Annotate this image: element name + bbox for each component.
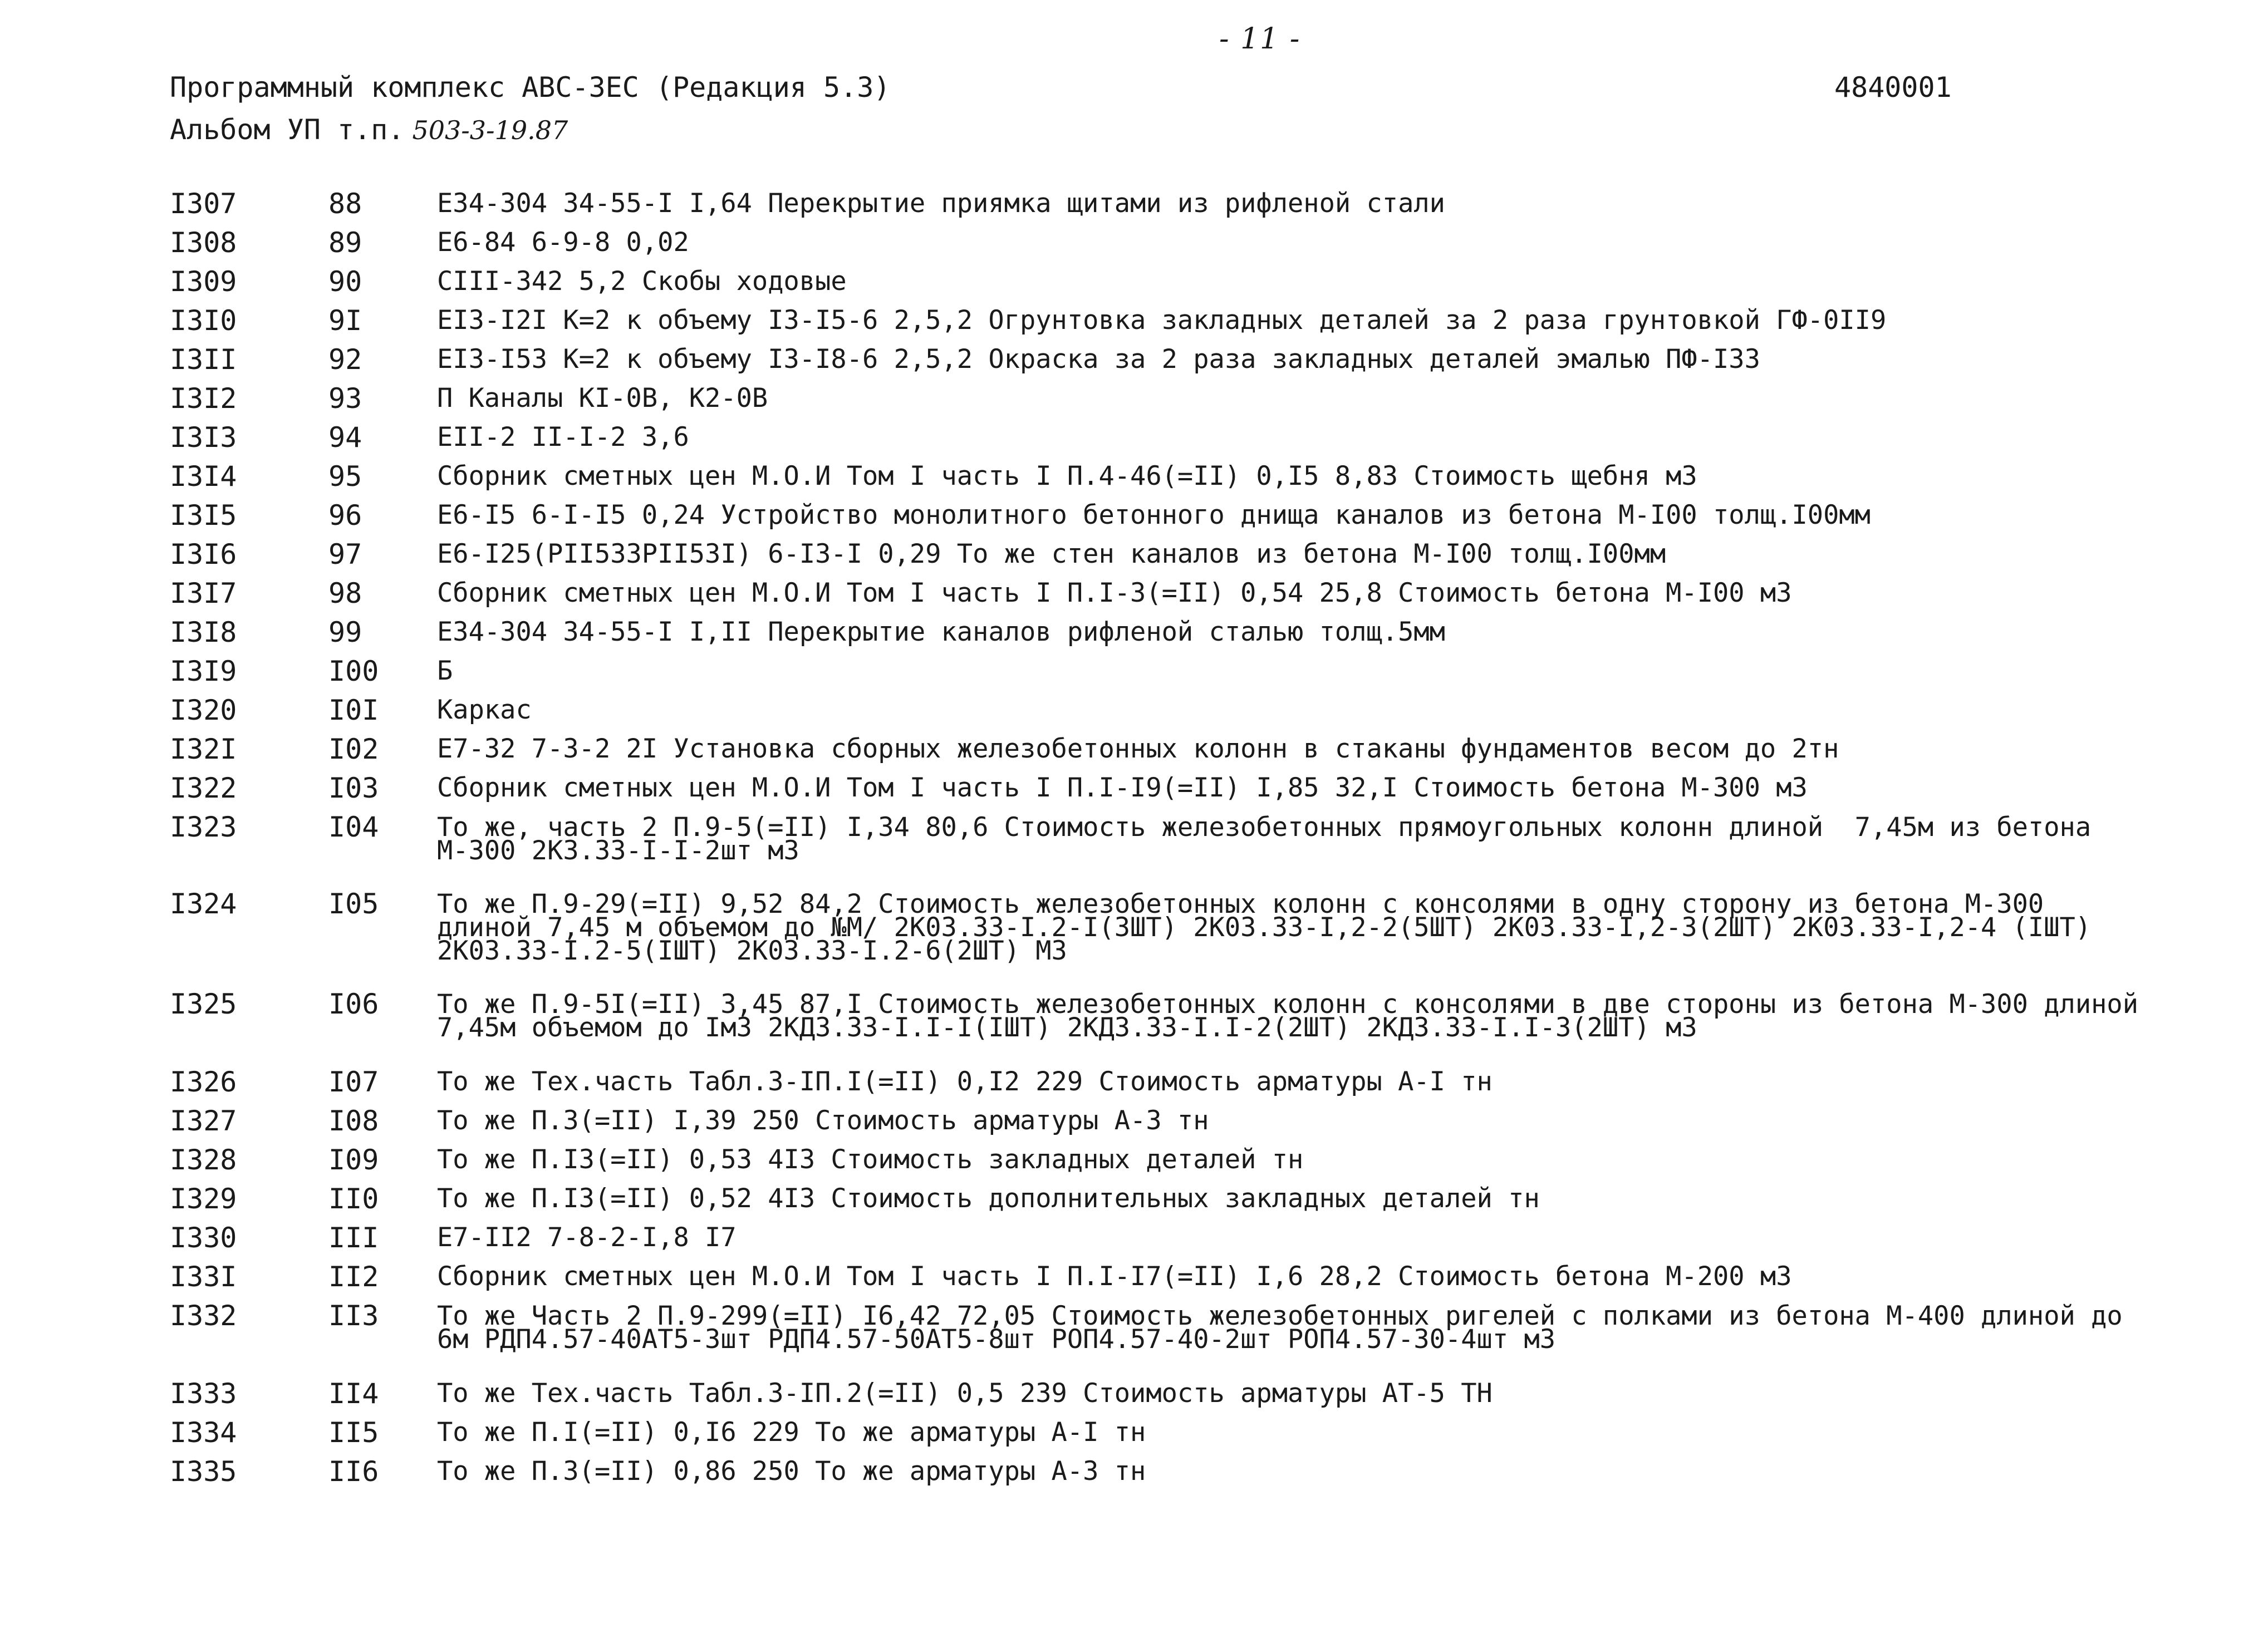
row-seq: 94	[328, 421, 362, 454]
row-text: Е34-304 34-55-I I,II Перекрытие каналов рифленой сталью толщ.5мм	[437, 617, 1445, 647]
row-number: I329	[170, 1183, 237, 1215]
row-seq: 98	[328, 577, 362, 609]
page-number: - 11 -	[1219, 22, 1301, 56]
row-text: То же П.9-29(=II) 9,52 84,2 Стоимость железобетонных колонн с консолями в одну сторону из бетона М-300 длиной 7,45 м объемом до №М/ 2К03.33-I.2-I(3ШТ) 2К03.33-I,2-2(5ШТ) 2К03.33-I,2-3(2ШТ) 2К03.33-I,2-4 (IШТ) 2К03.33-I.2-5(IШТ) 2К03.33-I.2-6(2ШТ) М3	[437, 889, 2107, 966]
row-seq: I00	[328, 655, 379, 687]
row-seq: I03	[328, 772, 379, 804]
row-text: ЕI3-I2I К=2 к объему I3-I5-6 2,5,2 Огрунтовка закладных деталей за 2 раза грунтовкой ГФ-0II9	[437, 305, 1887, 336]
row-number: I3I7	[170, 577, 237, 609]
row-number: I323	[170, 811, 237, 843]
row-seq: II3	[328, 1300, 379, 1332]
row-text: Сборник сметных цен М.О.И Том I часть I П.I-3(=II) 0,54 25,8 Стоимость бетона М-I00 м3	[437, 578, 1792, 608]
row-seq: II4	[328, 1378, 379, 1410]
row-seq: 97	[328, 538, 362, 570]
row-seq: II5	[328, 1416, 379, 1449]
row-seq: 95	[328, 460, 362, 493]
row-seq: 93	[328, 382, 362, 415]
row-number: I330	[170, 1222, 237, 1254]
row-text: То же Часть 2 П.9-299(=II) I6,42 72,05 Стоимость железобетонных ригелей с полками из бетона М-400 длиной до 6м РДП4.57-40АТ5-3шт РДП4.57-50АТ5-8шт РОП4.57-40-2шт РОП4.57-30-4шт м3	[437, 1301, 2139, 1355]
row-number: I3I4	[170, 460, 237, 493]
row-number: I333	[170, 1378, 237, 1410]
row-text: Сборник сметных цен М.О.И Том I часть I П.4-46(=II) 0,I5 8,83 Стоимость щебня м3	[437, 461, 1697, 491]
row-text: То же Тех.часть Табл.3-IП.I(=II) 0,I2 229 Стоимость арматуры А-I тн	[437, 1066, 1493, 1097]
row-text: То же П.I3(=II) 0,53 4I3 Стоимость закладных деталей тн	[437, 1144, 1304, 1175]
row-text: Сборник сметных цен М.О.И Том I часть I П.I-I9(=II) I,85 32,I Стоимость бетона М-300 м3	[437, 773, 1808, 803]
row-text: П Каналы КI-0В, К2-0В	[437, 383, 768, 414]
row-text: То же П.3(=II) I,39 250 Стоимость арматуры А-3 тн	[437, 1105, 1209, 1136]
row-text: Каркас	[437, 695, 532, 725]
row-seq: 90	[328, 265, 362, 298]
row-number: I3I3	[170, 421, 237, 454]
row-seq: I0I	[328, 694, 379, 726]
row-number: I3I6	[170, 538, 237, 570]
row-text: Е7-32 7-3-2 2I Установка сборных железобетонных колонн в стаканы фундаментов весом до 2тн	[437, 734, 1839, 764]
row-number: I320	[170, 694, 237, 726]
row-number: I3I2	[170, 382, 237, 415]
album-label: Альбом УП т.п.	[170, 114, 405, 146]
row-seq: 99	[328, 616, 362, 648]
row-text: То же, часть 2 П.9-5(=II) I,34 80,6 Стоимость железобетонных прямоугольных колонн длиной 7,45м из бетона М-300 2К3.33-I-I-2шт м3	[437, 812, 2107, 866]
row-text: Сборник сметных цен М.О.И Том I часть I П.I-I7(=II) I,6 28,2 Стоимость бетона М-200 м3	[437, 1261, 1792, 1292]
row-text: СIII-342 5,2 Скобы ходовые	[437, 266, 847, 297]
album-handwritten-code: 503-3-19.87	[412, 115, 568, 145]
row-text: ЕI3-I53 К=2 к объему I3-I8-6 2,5,2 Окраска за 2 раза закладных деталей эмалью ПФ-I33	[437, 344, 1760, 375]
row-number: I322	[170, 772, 237, 804]
row-seq: 89	[328, 227, 362, 259]
row-number: I3II	[170, 343, 237, 376]
row-number: I3I5	[170, 499, 237, 532]
row-text: Б	[437, 656, 453, 686]
row-text: Е7-II2 7-8-2-I,8 I7	[437, 1222, 737, 1253]
row-text: То же П.I(=II) 0,I6 229 То же арматуры А-I тн	[437, 1417, 1146, 1448]
row-seq: 96	[328, 499, 362, 532]
row-number: I3I0	[170, 304, 237, 337]
row-text: То же П.3(=II) 0,86 250 То же арматуры А-3 тн	[437, 1456, 1146, 1487]
row-text: То же П.9-5I(=II) 3,45 87,I Стоимость железобетонных колонн с консолями в две стороны из бетона М-300 длиной 7,45м объемом до Iм3 2КД3.33-I.I-I(IШТ) 2КД3.33-I.I-2(2ШТ) 2КД3.33-I.I-3(2ШТ) м3	[437, 989, 2154, 1043]
row-number: I325	[170, 988, 237, 1020]
row-seq: I04	[328, 811, 379, 843]
row-seq: I07	[328, 1066, 379, 1098]
row-number: I308	[170, 227, 237, 259]
row-seq: 92	[328, 343, 362, 376]
row-seq: I06	[328, 988, 379, 1020]
row-number: I324	[170, 888, 237, 920]
row-text: Е6-I5 6-I-I5 0,24 Устройство монолитного бетонного днища каналов из бетона М-I00 толщ.I00мм	[437, 500, 1871, 530]
row-number: I326	[170, 1066, 237, 1098]
document-code: 4840001	[1834, 71, 1952, 104]
row-seq: I02	[328, 733, 379, 765]
row-seq: I05	[328, 888, 379, 920]
row-number: I334	[170, 1416, 237, 1449]
program-title: Программный комплекс АВС-ЗЕС (Редакция 5.3)	[170, 71, 891, 104]
row-seq: 88	[328, 188, 362, 220]
row-text: Е6-I25(РII533РII53I) 6-I3-I 0,29 То же стен каналов из бетона М-I00 толщ.I00мм	[437, 539, 1666, 569]
row-text: Е34-304 34-55-I I,64 Перекрытие приямка щитами из рифленой стали	[437, 188, 1445, 219]
row-seq: 9I	[328, 304, 362, 337]
row-number: I335	[170, 1455, 237, 1488]
row-seq: I08	[328, 1105, 379, 1137]
row-number: I3I9	[170, 655, 237, 687]
row-number: I332	[170, 1300, 237, 1332]
row-seq: III	[328, 1222, 379, 1254]
row-number: I33I	[170, 1261, 237, 1293]
row-text: ЕII-2 II-I-2 3,6	[437, 422, 689, 452]
row-number: I328	[170, 1144, 237, 1176]
row-text: То же П.I3(=II) 0,52 4I3 Стоимость дополнительных закладных деталей тн	[437, 1183, 1540, 1214]
row-number: I309	[170, 265, 237, 298]
row-seq: II2	[328, 1261, 379, 1293]
row-number: I3I8	[170, 616, 237, 648]
row-number: I307	[170, 188, 237, 220]
row-seq: II0	[328, 1183, 379, 1215]
row-seq: II6	[328, 1455, 379, 1488]
row-text: То же Тех.часть Табл.3-IП.2(=II) 0,5 239 Стоимость арматуры АТ-5 ТН	[437, 1378, 1493, 1409]
row-number: I32I	[170, 733, 237, 765]
row-text: Е6-84 6-9-8 0,02	[437, 227, 689, 258]
row-number: I327	[170, 1105, 237, 1137]
row-seq: I09	[328, 1144, 379, 1176]
